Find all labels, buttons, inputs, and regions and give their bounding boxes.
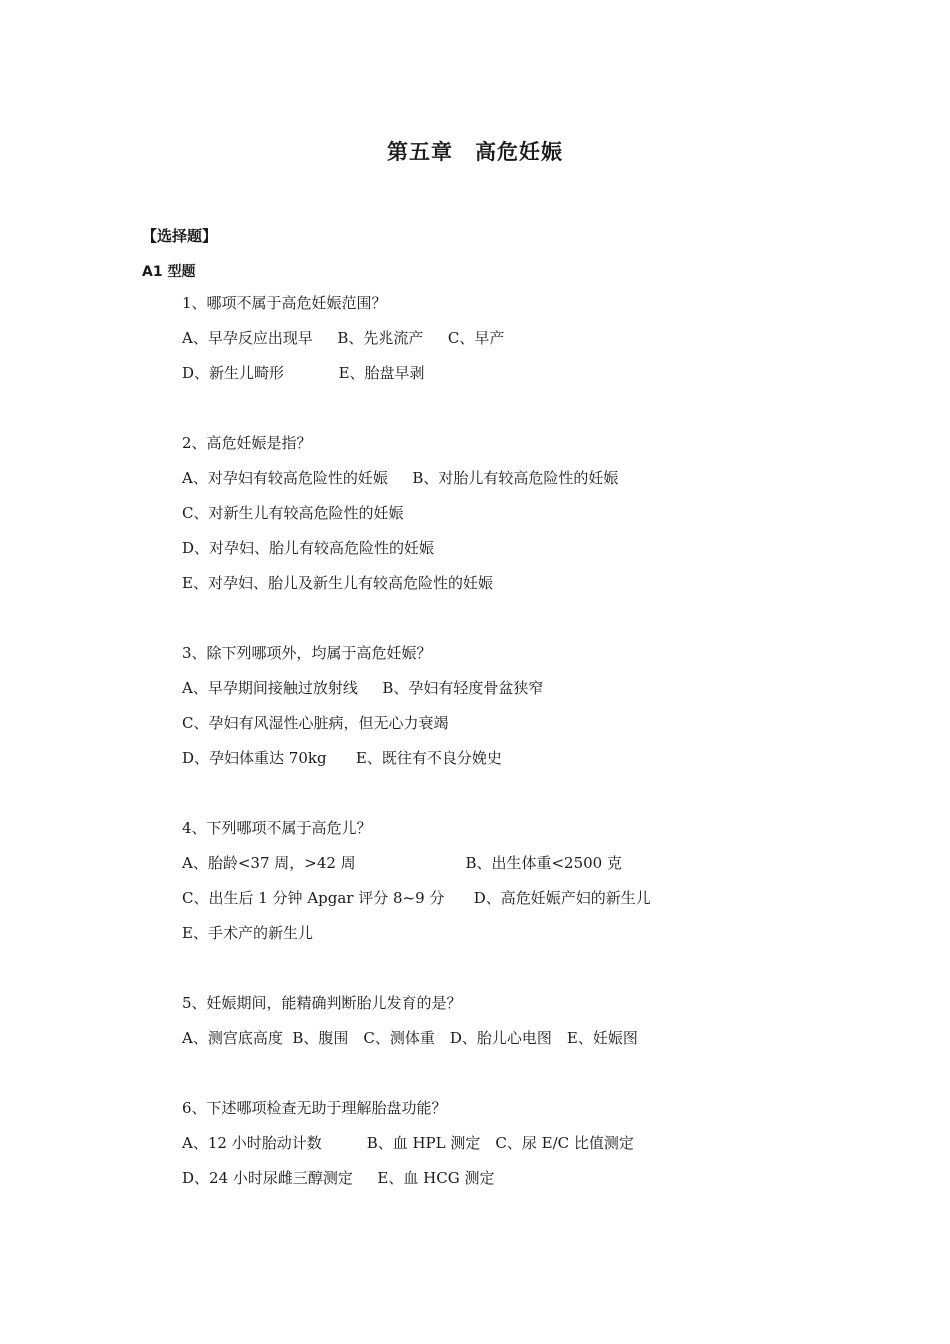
question-4 — [182, 818, 882, 958]
question-stem: 1、哪项不属于高危妊娠范围？ — [182, 294, 387, 312]
question-options: E、手术产的新生儿 — [182, 924, 313, 942]
question-options: C、孕妇有风湿性心脏病，但无心力衰竭 — [182, 714, 449, 732]
question-options: E、对孕妇、胎儿及新生儿有较高危险性的妊娠 — [182, 574, 493, 592]
question-5 — [182, 993, 882, 1063]
question-stem: 3、除下列哪项外，均属于高危妊娠？ — [182, 644, 432, 662]
question-list — [182, 293, 882, 1238]
question-1 — [182, 293, 882, 398]
question-stem: 5、妊娠期间，能精确判断胎儿发育的是？ — [182, 994, 462, 1012]
question-options: D、孕妇体重达 70kg E、既往有不良分娩史 — [182, 749, 502, 767]
question-options: A、早孕期间接触过放射线 B、孕妇有轻度骨盆狭窄 — [182, 679, 544, 697]
question-options: A、测宫底高度 B、腹围 C、测体重 D、胎儿心电图 E、妊娠图 — [182, 1029, 638, 1047]
chapter-title: 第五章 高危妊娠 — [387, 140, 563, 164]
question-6 — [182, 1098, 882, 1203]
question-options: C、对新生儿有较高危险性的妊娠 — [182, 504, 404, 522]
question-options: A、早孕反应出现早 B、先兆流产 C、早产 — [182, 329, 505, 347]
question-options: A、对孕妇有较高危险性的妊娠 B、对胎儿有较高危险性的妊娠 — [182, 469, 619, 487]
question-3 — [182, 643, 882, 783]
question-options: C、出生后 1 分钟 Apgar 评分 8~9 分 D、高危妊娠产妇的新生儿 — [182, 889, 651, 907]
question-stem: 2、高危妊娠是指？ — [182, 434, 312, 452]
question-options: D、对孕妇、胎儿有较高危险性的妊娠 — [182, 539, 435, 557]
question-stem: 4、下列哪项不属于高危儿？ — [182, 819, 372, 837]
question-2 — [182, 433, 882, 608]
subsection-heading: A1 型题 — [142, 264, 196, 280]
question-options: D、新生儿畸形 E、胎盘早剥 — [182, 364, 425, 382]
section-heading: 【选择题】 — [142, 227, 218, 245]
question-options: D、24 小时尿雌三醇测定 E、血 HCG 测定 — [182, 1169, 495, 1187]
question-options: A、12 小时胎动计数 B、血 HPL 测定 C、尿 E/C 比值测定 — [182, 1134, 634, 1152]
question-options: A、胎龄<37 周，>42 周 B、出生体重<2500 克 — [182, 854, 622, 872]
question-stem: 6、下述哪项检查无助于理解胎盘功能？ — [182, 1099, 447, 1117]
